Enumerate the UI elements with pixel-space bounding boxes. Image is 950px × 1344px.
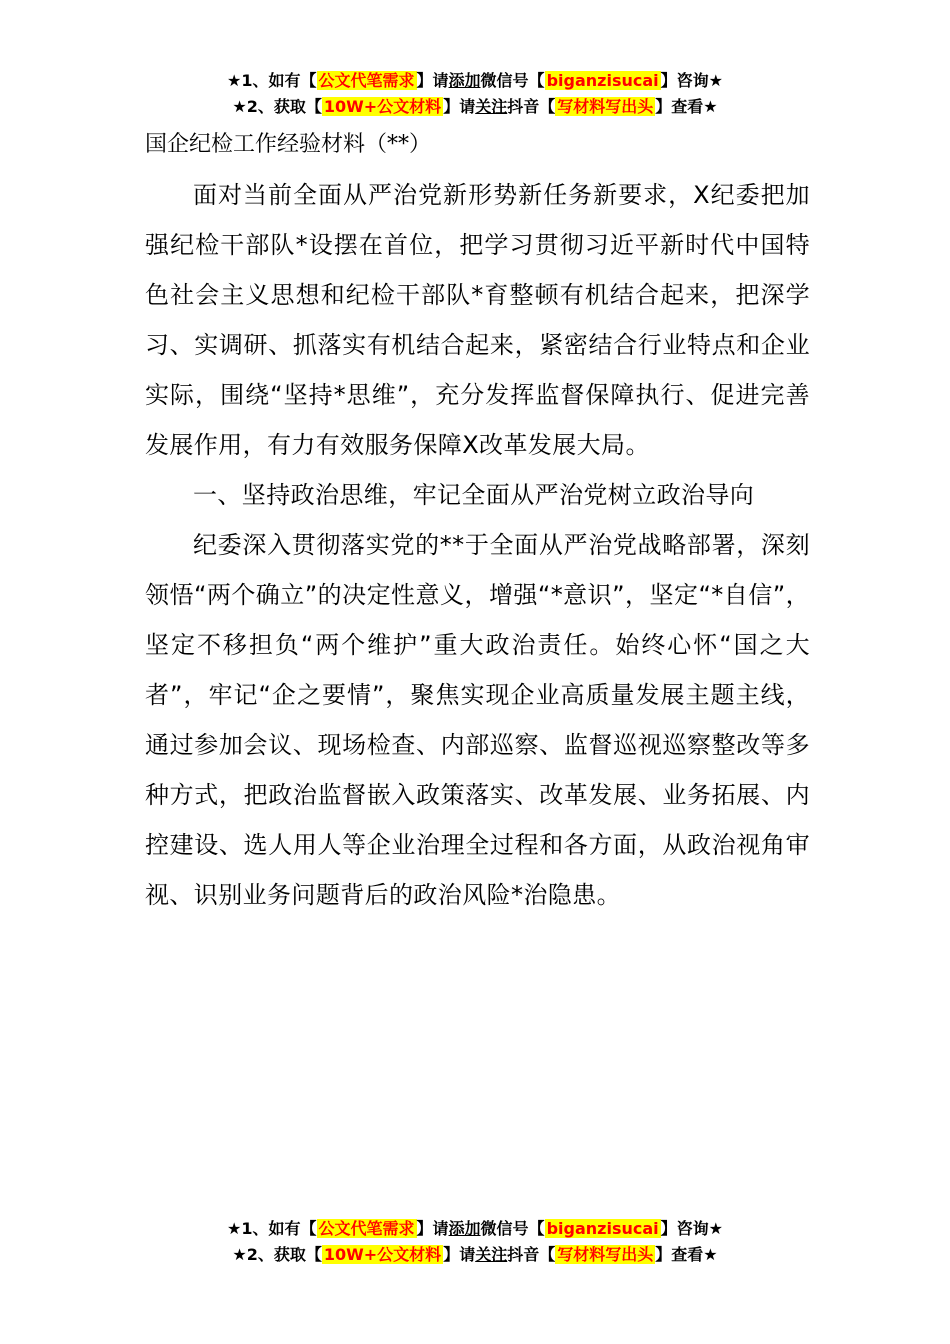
highlight-text: 写材料写出头 xyxy=(557,97,654,116)
banner-line-1 xyxy=(0,1216,950,1242)
underlined-text: 添加 xyxy=(448,1219,481,1238)
banner-line-1 xyxy=(0,68,950,94)
banner-text: 抖音【 xyxy=(507,1245,556,1264)
document-body xyxy=(145,170,810,920)
highlight-text: 10W+公文材料 xyxy=(323,97,442,116)
section-heading: 一、坚持政治思维，牢记全面从严治党树立政治导向 xyxy=(193,481,755,509)
underlined-text: 关注 xyxy=(475,97,508,116)
banner-text: 抖音【 xyxy=(507,97,556,116)
banner-text: 】请 xyxy=(416,71,449,90)
banner-text: ★2、获取【 xyxy=(232,97,322,116)
underlined-text: 添加 xyxy=(448,71,481,90)
banner-text: 】咨询★ xyxy=(660,1219,723,1238)
footer-banner xyxy=(0,1216,950,1268)
banner-text: 微信号【 xyxy=(480,71,545,90)
banner-text: 】查看★ xyxy=(655,1245,718,1264)
banner-text: ★2、获取【 xyxy=(232,1245,322,1264)
banner-text: 】请 xyxy=(443,1245,476,1264)
highlight-text: 公文代笔需求 xyxy=(318,71,415,90)
banner-line-2 xyxy=(0,94,950,120)
highlight-text: 写材料写出头 xyxy=(557,1245,654,1264)
highlight-text: biganzisucai xyxy=(546,1219,659,1238)
highlight-text: biganzisucai xyxy=(546,71,659,90)
highlight-text: 公文代笔需求 xyxy=(318,1219,415,1238)
banner-text: 】查看★ xyxy=(655,97,718,116)
banner-text: 】请 xyxy=(416,1219,449,1238)
banner-text: 】请 xyxy=(443,97,476,116)
banner-text: ★1、如有【 xyxy=(227,1219,317,1238)
document-title: 国企纪检工作经验材料（**） xyxy=(145,132,432,157)
paragraph: 面对当前全面从严治党新形势新任务新要求，X纪委把加强纪检干部队*设摆在首位，把学习贯彻习近平新时代中国特色社会主义思想和纪检干部队*育整顿有机结合起来，把深学习、实调研、抓落实有机结合起来，紧密结合行业特点和企业实际，围绕“坚持*思维”，充分发挥监督保障执行、促进完善发展作用，有力有效服务保障X改革发展大局。 xyxy=(145,181,810,459)
banner-text: 微信号【 xyxy=(480,1219,545,1238)
underlined-text: 关注 xyxy=(475,1245,508,1264)
banner-text: ★1、如有【 xyxy=(227,71,317,90)
banner-text: 】咨询★ xyxy=(660,71,723,90)
paragraph: 纪委深入贯彻落实党的**于全面从严治党战略部署，深刻领悟“两个确立”的决定性意义，增强“*意识”，坚定“*自信”，坚定不移担负“两个维护”重大政治责任。始终心怀“国之大者”，牢记“企之要情”，聚焦实现企业高质量发展主题主线，通过参加会议、现场检查、内部巡察、监督巡视巡察整改等多种方式，把政治监督嵌入政策落实、改革发展、业务拓展、内控建设、选人用人等企业治理全过程和各方面，从政治视角审视、识别业务问题背后的政治风险*治隐患。 xyxy=(145,531,810,909)
banner-line-2 xyxy=(0,1242,950,1268)
header-banner xyxy=(0,68,950,120)
highlight-text: 10W+公文材料 xyxy=(323,1245,442,1264)
